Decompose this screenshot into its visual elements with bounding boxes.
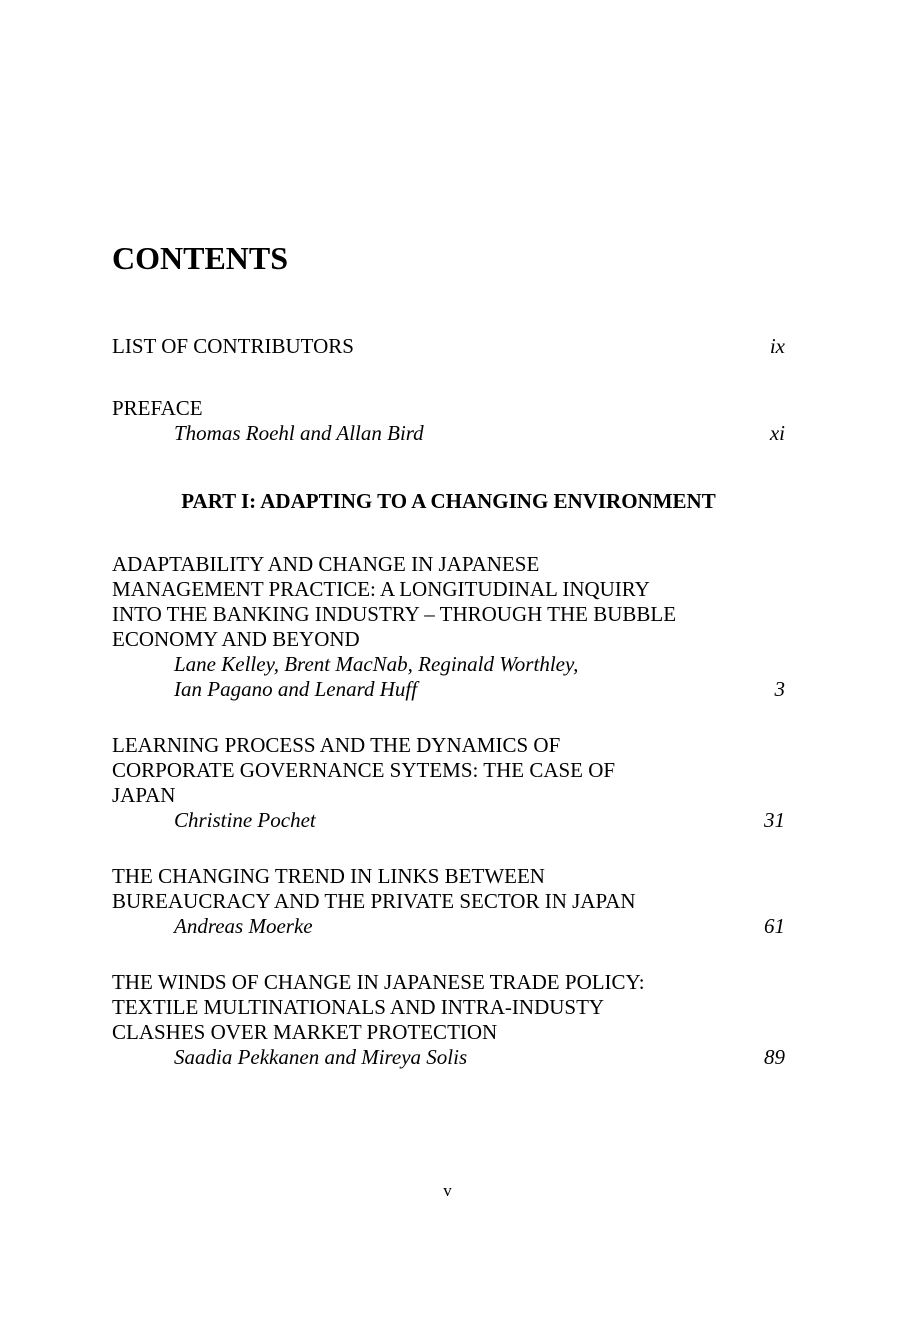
toc-entry-title-line: ECONOMY AND BEYOND — [112, 627, 360, 651]
toc-entry-title: PREFACE — [112, 396, 203, 420]
toc-page-number: 61 — [764, 914, 785, 938]
toc-entry-author: Christine Pochet — [174, 808, 316, 832]
toc-entry-author: Saadia Pekkanen and Mireya Solis — [174, 1045, 468, 1069]
toc-page-number: 3 — [774, 677, 785, 701]
toc-entry-title-line: TEXTILE MULTINATIONALS AND INTRA-INDUSTY — [112, 995, 605, 1019]
toc-entry-author: Lane Kelley, Brent MacNab, Reginald Worthley, — [174, 652, 579, 676]
toc-entry-author: Ian Pagano and Lenard Huff — [174, 677, 418, 701]
toc-page-number: xi — [769, 421, 785, 445]
part-heading: PART I: ADAPTING TO A CHANGING ENVIRONMENT — [181, 489, 716, 513]
toc-entry-title-line: INTO THE BANKING INDUSTRY – THROUGH THE BUBBLE — [112, 602, 677, 626]
toc-entry-title-line: MANAGEMENT PRACTICE: A LONGITUDINAL INQUIRY — [112, 577, 650, 601]
toc-entry-chapter-3 — [112, 864, 785, 939]
toc-entry-title-line: ADAPTABILITY AND CHANGE IN JAPANESE — [112, 552, 540, 576]
toc-entry-author: Thomas Roehl and Allan Bird — [174, 421, 424, 445]
toc-entry-chapter-1 — [112, 552, 785, 702]
toc-entry-preface — [112, 396, 785, 446]
toc-page-number: 89 — [764, 1045, 785, 1069]
toc-page-number: ix — [769, 334, 785, 358]
toc-entry-title-line: CLASHES OVER MARKET PROTECTION — [112, 1020, 498, 1044]
page-title: CONTENTS — [112, 240, 289, 276]
toc-entry-title-line: JAPAN — [112, 783, 176, 807]
toc-entry-title-line: THE WINDS OF CHANGE IN JAPANESE TRADE POLICY: — [112, 970, 645, 994]
toc-entry-chapter-2 — [112, 733, 785, 833]
toc-entry-title: LIST OF CONTRIBUTORS — [112, 334, 354, 358]
toc-entry-title-line: THE CHANGING TREND IN LINKS BETWEEN — [112, 864, 545, 888]
toc-entry-author: Andreas Moerke — [174, 914, 313, 938]
toc-entry-title-line: LEARNING PROCESS AND THE DYNAMICS OF — [112, 733, 561, 757]
toc-entry-title-line: CORPORATE GOVERNANCE SYTEMS: THE CASE OF — [112, 758, 616, 782]
page-folio: v — [443, 1181, 452, 1200]
toc-entry-title-line: BUREAUCRACY AND THE PRIVATE SECTOR IN JAPAN — [112, 889, 636, 913]
toc-entry-list-of-contributors — [112, 334, 785, 359]
toc-entry-chapter-4 — [112, 970, 785, 1070]
toc-page-number: 31 — [764, 808, 785, 832]
